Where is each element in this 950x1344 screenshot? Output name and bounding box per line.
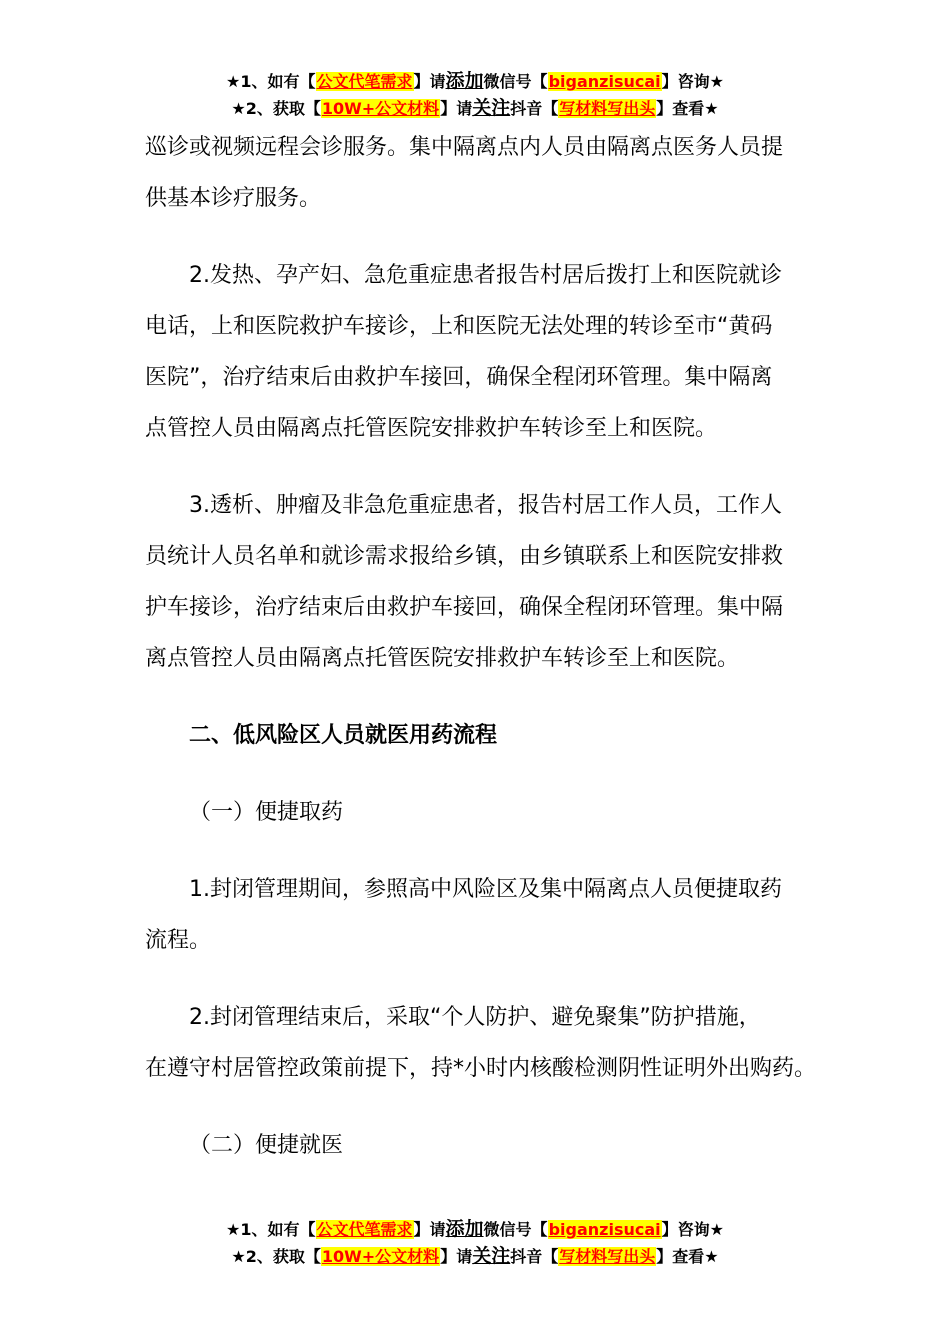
- highlight-douyin-id: 写材料写出头: [559, 1247, 656, 1266]
- section-heading: 二、低风险区人员就医用药流程: [189, 723, 498, 748]
- highlight-materials: 10W+公文材料: [321, 99, 440, 118]
- highlight-service: 公文代笔需求: [316, 72, 413, 91]
- highlight-wechat-id: biganzisucai: [548, 1220, 661, 1239]
- highlight-materials: 10W+公文材料: [321, 1247, 440, 1266]
- promo-banner-bottom: [0, 1216, 950, 1270]
- paragraph-continuation: 巡诊或视频远程会诊服务。集中隔离点内人员由隔离点医务人员提 供基本诊疗服务。: [145, 135, 784, 211]
- highlight-douyin-id: 写材料写出头: [559, 99, 656, 118]
- paragraph-item-3: 3.透析、肿瘤及非急危重症患者，报告村居工作人员，工作人 员统计人员名单和就诊需求报给乡镇，由乡镇联系上和医院安排救 护车接诊，治疗结束后由救护车接回，确保全程闭环管理。集中隔 离点管控人员由隔离点托管医院安排救护车转诊至上和医院。: [145, 493, 784, 671]
- promo-line-2: ★2、获取【10W+公文材料】请关注抖音【写材料写出头】查看★: [231, 1245, 719, 1267]
- subsection-heading-convenient-medicine: （一）便捷取药: [189, 800, 344, 825]
- subsection-heading-convenient-treatment: （二）便捷就医: [189, 1133, 344, 1158]
- promo-line-2: ★2、获取【10W+公文材料】请关注抖音【写材料写出头】查看★: [231, 97, 719, 119]
- promo-line-1: ★1、如有【公文代笔需求】请添加微信号【biganzisucai】咨询★: [226, 70, 724, 92]
- highlight-service: 公文代笔需求: [316, 1220, 413, 1239]
- paragraph-medicine-2: 2.封闭管理结束后，采取“个人防护、避免聚集”防护措施， 在遵守村居管控政策前提下，持*小时内核酸检测阴性证明外出购药。: [145, 1005, 817, 1081]
- highlight-wechat-id: biganzisucai: [548, 72, 661, 91]
- promo-banner-top: [0, 68, 950, 122]
- document-body: [145, 122, 815, 1171]
- paragraph-medicine-1: 1.封闭管理期间，参照高中风险区及集中隔离点人员便捷取药 流程。: [145, 877, 782, 953]
- promo-line-1: ★1、如有【公文代笔需求】请添加微信号【biganzisucai】咨询★: [226, 1218, 724, 1240]
- paragraph-item-2: 2.发热、孕产妇、急危重症患者报告村居后拨打上和医院就诊 电话，上和医院救护车接诊，上和医院无法处理的转诊至市“黄码 医院”，治疗结束后由救护车接回，确保全程闭环管理。集中隔离 点管控人员由隔离点托管医院安排救护车转诊至上和医院。: [145, 263, 782, 441]
